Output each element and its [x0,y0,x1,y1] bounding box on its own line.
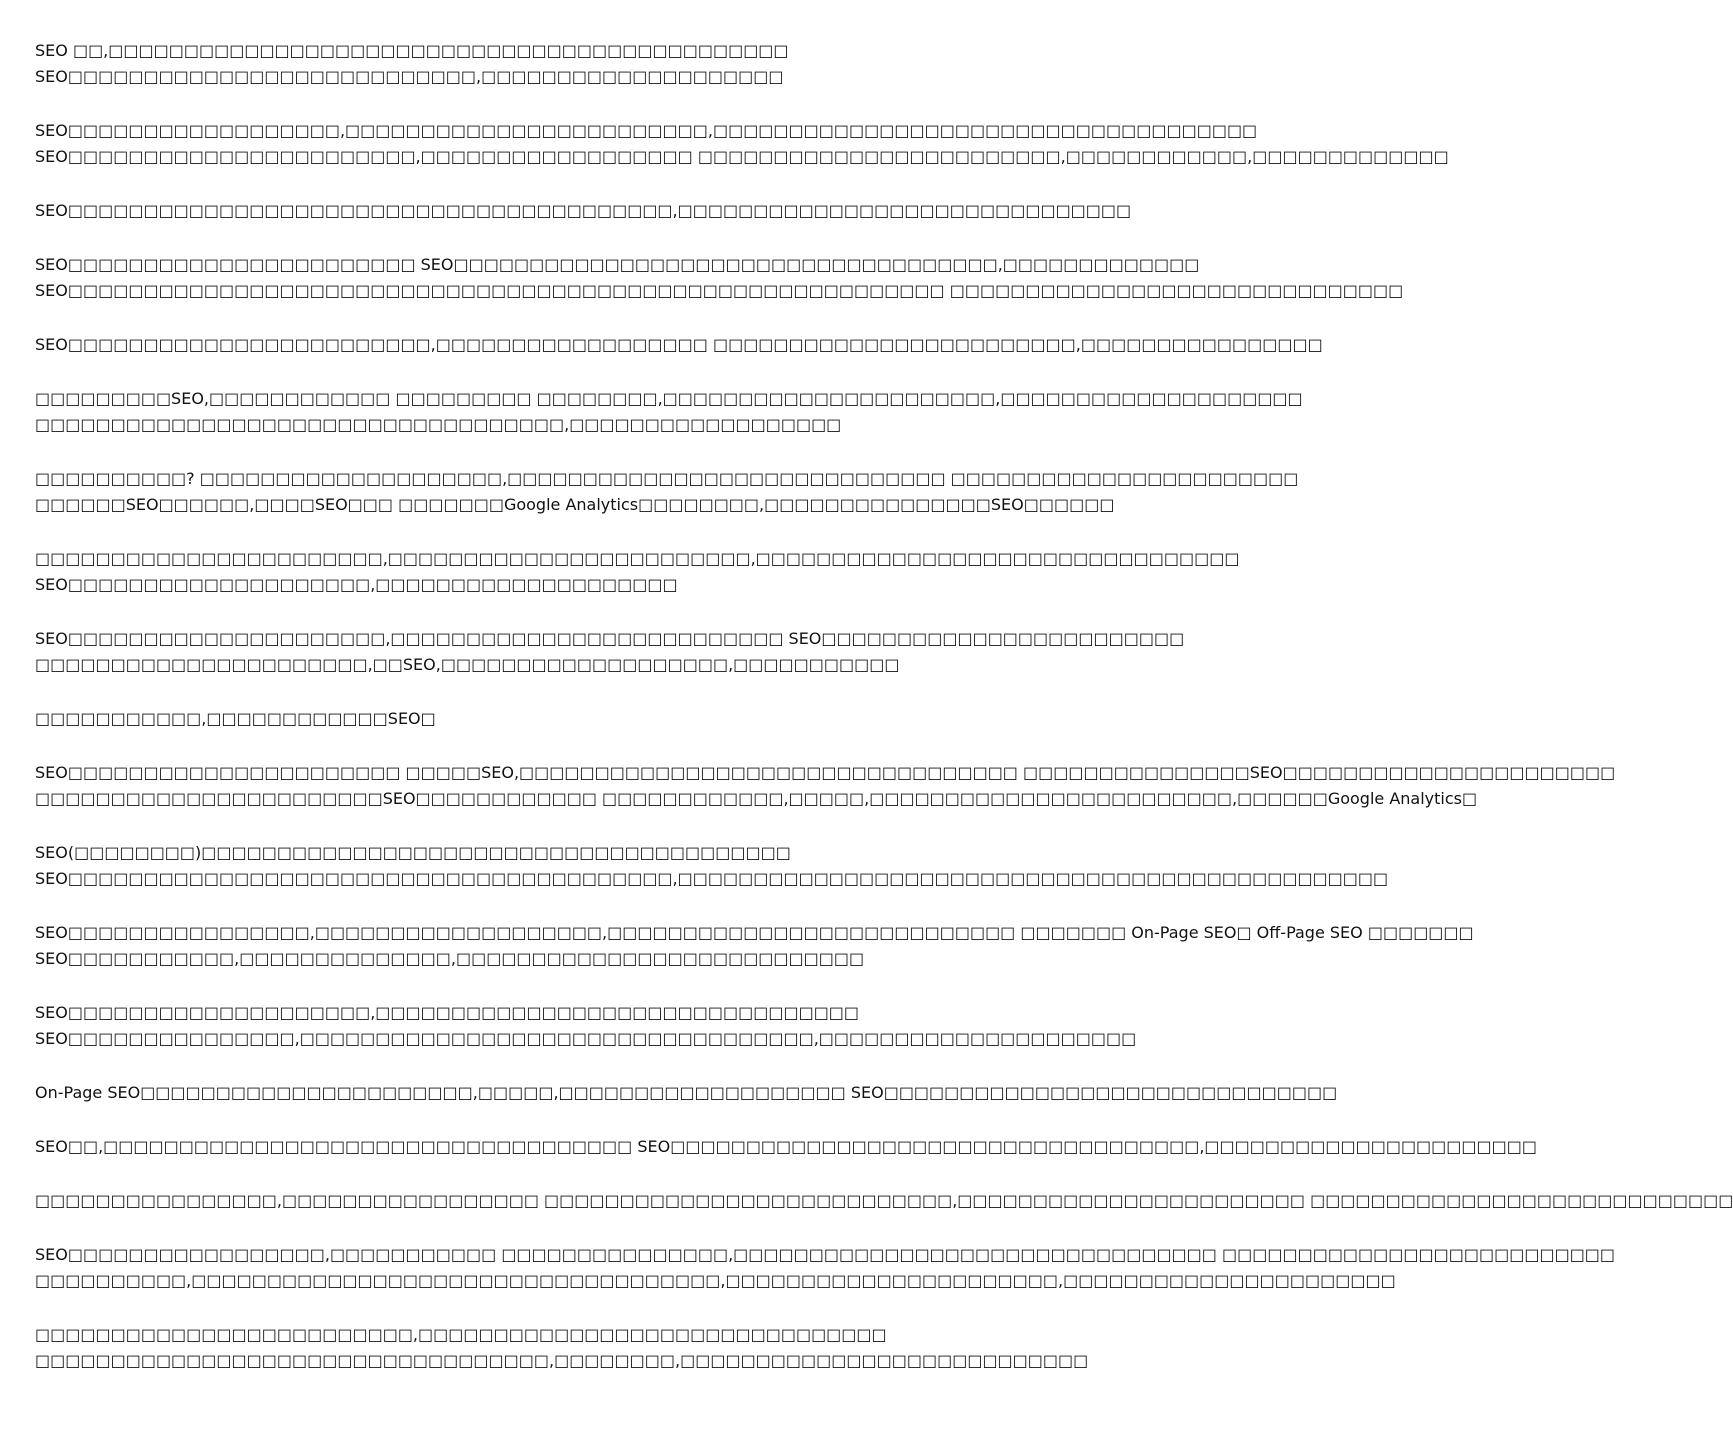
paragraph-line: SEO□□□□□□□□□□□□□□□□□□□□□□□,□□□□□□□□□□□□□□□□□□ □□□□□□□□□□□□□□□□□□□□□□□□,□□□□□□□□□□□□,□□□□□□□□□□□□□ [35,147,1449,166]
paragraph-line: SEO□□□□□□□□□□□□□□□□□,□□□□□□□□□□□ □□□□□□□□□□□□□□□,□□□□□□□□□□□□□□□□□□□□□□□□□□□□□□□□ □□□□□□□□□□□□□□□□□□□□□□□□□□ [35,1245,1616,1264]
paragraph-line: SEO□□□□□□□□□□□□□□□□□□,□□□□□□□□□□□□□□□□□□□□□□□□,□□□□□□□□□□□□□□□□□□□□□□□□□□□□□□□□□□□□ [35,121,1258,140]
paragraph-line: □□□□□□SEO□□□□□□,□□□□SEO□□□ □□□□□□□Google Analytics□□□□□□□□,□□□□□□□□□□□□□□□SEO□□□□□□ [35,495,1115,514]
paragraph-5 [35,332,1323,358]
paragraph-4 [35,252,1404,304]
paragraph-line: □□□□□□□□□□□□□□□□□□□□□□□,□□□□□□□□□□□□□□□□□□□□□□□□,□□□□□□□□□□□□□□□□□□□□□□□□□□□□□□□□ [35,549,1240,568]
paragraph-2 [35,118,1449,170]
paragraph-line: SEO□□□□□□□□□□□□□□□□□□□□,□□□□□□□□□□□□□□□□□□□□□□□□□□□□□□□□ [35,1003,860,1022]
paragraph-line: SEO(□□□□□□□□)□□□□□□□□□□□□□□□□□□□□□□□□□□□□□□□□□□□□□□□ [35,843,791,862]
document-body [35,38,1733,1402]
paragraph-line: SEO□□□□□□□□□□□□□□□□□□□□□□□□,□□□□□□□□□□□□□□□□□□ □□□□□□□□□□□□□□□□□□□□□□□□,□□□□□□□□□□□□□□□□ [35,335,1323,354]
paragraph-line: SEO□□□□□□□□□□□□□□□□□□□□□,□□□□□□□□□□□□□□□□□□□□□□□□□□ SEO□□□□□□□□□□□□□□□□□□□□□□□□ [35,629,1185,648]
paragraph-9 [35,626,1185,678]
paragraph-line: SEO□□□□□□□□□□□□□□□□□□□□□□□□□□□,□□□□□□□□□□□□□□□□□□□□ [35,67,784,86]
paragraph-line: □□□□□□□□□□□□□□□□,□□□□□□□□□□□□□□□□□ □□□□□□□□□□□□□□□□□□□□□□□□□□□,□□□□□□□□□□□□□□□□□□□□□□□ □□□□□□□□□□□□□□□□□□□□□□□□□□□□ [35,1191,1733,1210]
paragraph-line: On-Page SEO□□□□□□□□□□□□□□□□□□□□□□,□□□□□,□□□□□□□□□□□□□□□□□□□ SEO□□□□□□□□□□□□□□□□□□□□□□□□□□□□□□ [35,1083,1338,1102]
paragraph-3 [35,198,1132,224]
paragraph-18 [35,1242,1616,1294]
paragraph-line: SEO □□,□□□□□□□□□□□□□□□□□□□□□□□□□□□□□□□□□□□□□□□□□□□□□ [35,41,789,60]
paragraph-17 [35,1188,1733,1214]
paragraph-7 [35,466,1299,518]
paragraph-line: SEO□□,□□□□□□□□□□□□□□□□□□□□□□□□□□□□□□□□□□□ SEO□□□□□□□□□□□□□□□□□□□□□□□□□□□□□□□□□□□,□□□□□□□□□□□□□□□□□□□□□□ [35,1137,1537,1156]
paragraph-line: SEO□□□□□□□□□□□□□□□□□□□□□□□ SEO□□□□□□□□□□□□□□□□□□□□□□□□□□□□□□□□□□□□,□□□□□□□□□□□□□ [35,255,1200,274]
paragraph-line: SEO□□□□□□□□□□□,□□□□□□□□□□□□□□,□□□□□□□□□□□□□□□□□□□□□□□□□□□ [35,949,865,968]
paragraph-6 [35,386,1303,438]
paragraph-line: □□□□□□□□□□,□□□□□□□□□□□□□□□□□□□□□□□□□□□□□□□□□□□,□□□□□□□□□□□□□□□□□□□□□□,□□□□□□□□□□□□□□□□□□□□□□ [35,1271,1396,1290]
paragraph-line: □□□□□□□□□SEO,□□□□□□□□□□□□ □□□□□□□□□ □□□□□□□□,□□□□□□□□□□□□□□□□□□□□□□,□□□□□□□□□□□□□□□□□□□□ [35,389,1303,408]
paragraph-13 [35,920,1474,972]
paragraph-line: □□□□□□□□□□□□□□□□□□□□□□,□□SEO,□□□□□□□□□□□□□□□□□□□,□□□□□□□□□□□ [35,655,900,674]
paragraph-line: □□□□□□□□□□? □□□□□□□□□□□□□□□□□□□□,□□□□□□□□□□□□□□□□□□□□□□□□□□□□□ □□□□□□□□□□□□□□□□□□□□□□□ [35,469,1299,488]
paragraph-line: SEO□□□□□□□□□□□□□□□□□□□□,□□□□□□□□□□□□□□□□□□□□ [35,575,678,594]
paragraph-10 [35,706,995,732]
paragraph-line: SEO□□□□□□□□□□□□□□□□□□□□□□□□□□□□□□□□□□□□□□□□□□□□□□□□□□□□□□□□□□ □□□□□□□□□□□□□□□□□□□□□□□□□□□□□□ [35,281,1404,300]
paragraph-line: □□□□□□□□□□□□□□□□□□□□□□□□□□□□□□□□□□,□□□□□□□□,□□□□□□□□□□□□□□□□□□□□□□□□□□□ [35,1351,1089,1370]
paragraph-line: □□□□□□□□□□□,□□□□□□□□□□□□SEO□ [35,709,436,728]
paragraph-line: □□□□□□□□□□□□□□□□□□□□□□□□□□□□□□□□□□□,□□□□□□□□□□□□□□□□□□ [35,415,842,434]
paragraph-19 [35,1322,1089,1374]
paragraph-line: SEO□□□□□□□□□□□□□□□□□□□□□□□□□□□□□□□□□□□□□□□□,□□□□□□□□□□□□□□□□□□□□□□□□□□□□□□ [35,201,1132,220]
paragraph-1 [35,38,995,90]
paragraph-line: □□□□□□□□□□□□□□□□□□□□□□□□□,□□□□□□□□□□□□□□□□□□□□□□□□□□□□□□□ [35,1325,887,1344]
paragraph-line: SEO□□□□□□□□□□□□□□□□□□□□□□□□□□□□□□□□□□□□□□□□,□□□□□□□□□□□□□□□□□□□□□□□□□□□□□□□□□□□□□□□□□□□□□□□ [35,869,1389,888]
paragraph-8 [35,546,1240,598]
paragraph-11 [35,760,1616,812]
paragraph-line: □□□□□□□□□□□□□□□□□□□□□□□SEO□□□□□□□□□□□□ □□□□□□□□□□□□,□□□□□,□□□□□□□□□□□□□□□□□□□□□□□□,□□□□□□Google Analytics□ [35,789,1478,808]
paragraph-16 [35,1134,1537,1160]
paragraph-line: SEO□□□□□□□□□□□□□□□□,□□□□□□□□□□□□□□□□□□□,□□□□□□□□□□□□□□□□□□□□□□□□□□□ □□□□□□□ On-Page SEO□ Off-Page SEO □□□□□□□ [35,923,1474,942]
paragraph-14 [35,1000,1137,1052]
paragraph-line: SEO□□□□□□□□□□□□□□□□□□□□□□ □□□□□SEO,□□□□□□□□□□□□□□□□□□□□□□□□□□□□□□□□□ □□□□□□□□□□□□□□□SEO□□□□□□□□□□□□□□□□□□□□□□ [35,763,1616,782]
paragraph-12 [35,840,1389,892]
paragraph-15 [35,1080,1338,1106]
paragraph-line: SEO□□□□□□□□□□□□□□□,□□□□□□□□□□□□□□□□□□□□□□□□□□□□□□□□□□,□□□□□□□□□□□□□□□□□□□□□ [35,1029,1137,1048]
